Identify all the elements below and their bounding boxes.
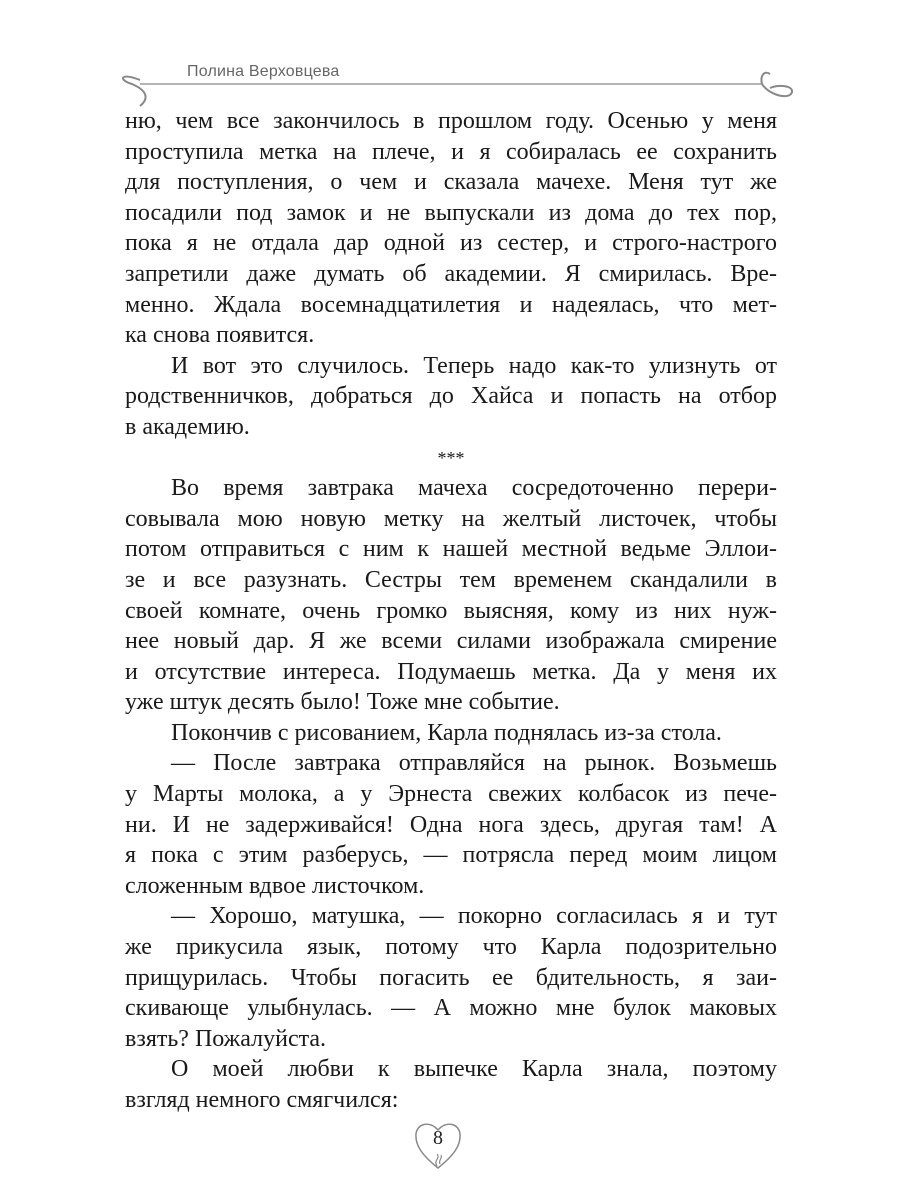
text-line: в академию. [125,413,250,440]
body-text [125,106,777,1116]
text-line: пока я не отдала дар одной из сестер, и строго-настрого [125,230,777,257]
section-separator: *** [437,447,465,468]
text-line: зе и все разузнать. Сестры тем временем скандалили в [125,566,777,593]
header-flourish-icon [0,0,900,110]
text-line: взять? Пожалуйста. [125,1025,327,1052]
text-line: сложенным вдвое листочком. [125,872,425,899]
author-name: Полина Верховцева [187,63,340,80]
text-line: Покончив с рисованием, Карла поднялась из-за стола. [171,719,722,746]
text-line: посадили под замок и не выпускали из дома до тех пор, [125,199,777,226]
text-line: уже штук десять было! Тоже мне событие. [125,689,560,716]
text-line: у Марты молока, а у Эрнеста свежих колбасок из пече- [125,781,777,808]
text-line: я пока с этим разберусь, — потрясла перед моим лицом [125,842,777,869]
running-head [0,0,900,110]
text-line: же прикусила язык, потому что Карла подозрительно [125,934,777,961]
text-line: совывала мою новую метку на желтый листочек, чтобы [125,505,777,532]
text-line: ка снова появится. [125,322,315,349]
text-line: прищурилась. Чтобы погасить ее бдительность, я заи- [125,964,777,991]
text-line: родственничков, добраться до Хайса и попасть на отбор [125,383,777,410]
text-line: и отсутствие интереса. Подумаешь метка. Да у меня их [125,658,777,685]
text-line: запретили даже думать об академии. Я смирилась. Вре- [125,260,777,287]
text-line: взгляд немного смягчился: [125,1087,399,1113]
text-line: своей комнате, очень громко выясняя, кому из них нуж- [125,597,777,624]
text-line: потом отправиться с ним к нашей местной ведьме Эллои- [125,536,777,563]
text-line: ни. И не задерживайся! Одна нога здесь, другая там! А [125,811,777,838]
text-line: нее новый дар. Я же всеми силами изображала смирение [125,628,777,655]
text-line: скивающе улыбнулась. — А можно мне булок маковых [125,995,777,1022]
text-line: — После завтрака отправляйся на рынок. Возьмешь [171,750,777,777]
text-line: — Хорошо, матушка, — покорно согласилась я и тут [171,903,777,930]
text-line: для поступления, о чем и сказала мачехе. Меня тут же [125,169,777,196]
text-line: ню, чем все закончилось в прошлом году. Осенью у меня [125,108,777,134]
text-line: менно. Ждала восемнадцатилетия и надеялась, что мет- [125,291,777,318]
text-line: И вот это случилось. Теперь надо как-то улизнуть от [171,352,777,379]
text-line: О моей любви к выпечке Карла знала, поэтому [171,1056,777,1083]
text-line: Во время завтрака мачеха сосредоточенно перери- [171,475,777,502]
page-number: 8 [433,1127,443,1149]
text-line: проступила метка на плече, и я собиралась ее сохранить [125,138,777,165]
